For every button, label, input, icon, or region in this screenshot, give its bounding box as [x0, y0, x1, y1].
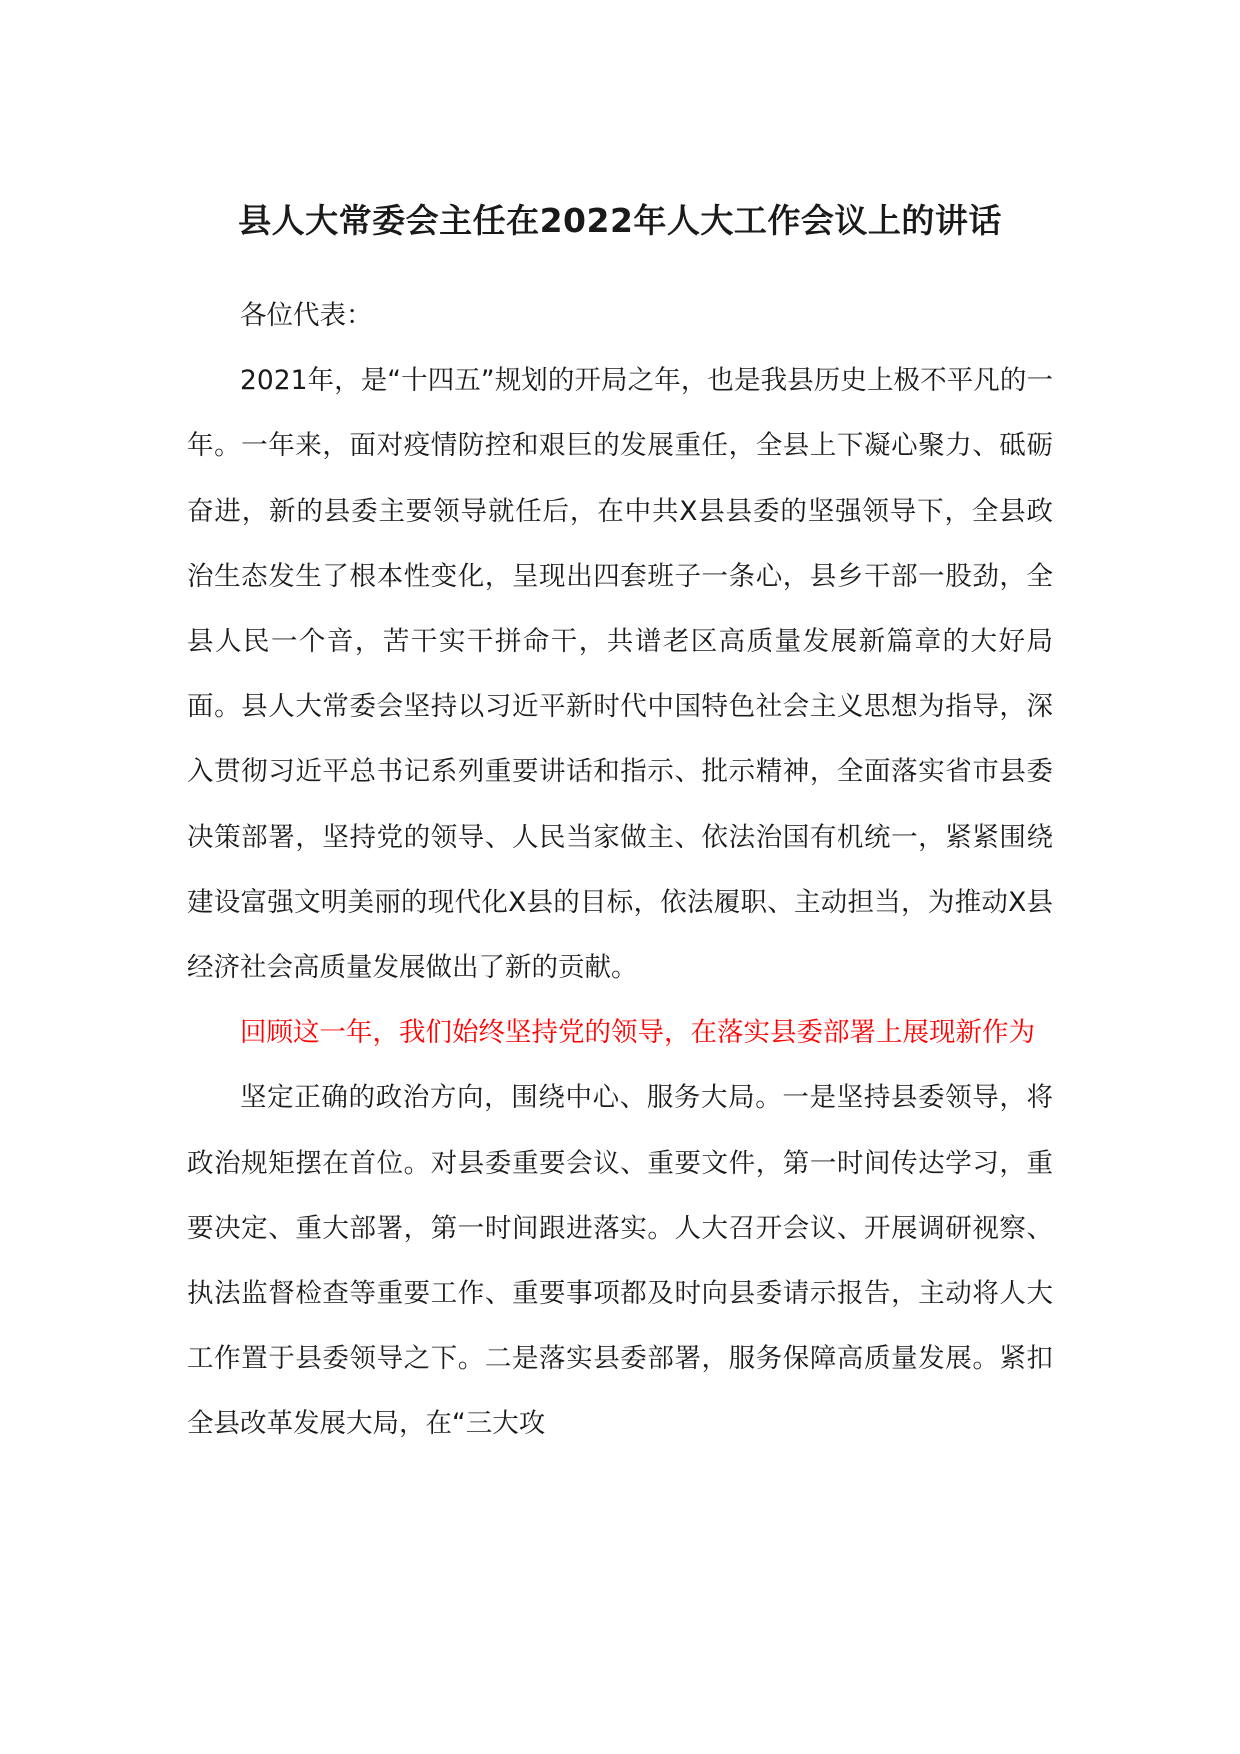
- document-title: 县人大常委会主任在2022年人大工作会议上的讲话: [238, 201, 1002, 240]
- body-paragraph: 坚定正确的政治方向，围绕中心、服务大局。一是坚持县委领导，将政治规矩摆在首位。对县委重要会议、重要文件，第一时间传达学习，重要决定、重大部署，第一时间跟进落实。人大召开会议、开展调研视察、执法监督检查等重要工作、重要事项都及时向县委请示报告，主动将人大工作置于县委领导之下。二是落实县委部署，服务保障高质量发展。紧扣全县改革发展大局，在“三大攻: [187, 1082, 1053, 1440]
- document-body: [187, 283, 1053, 1457]
- section-heading: 回顾这一年，我们始终坚持党的领导，在落实县委部署上展现新作为: [240, 1017, 1035, 1049]
- intro-paragraph: 2021年，是“十四五”规划的开局之年，也是我县历史上极不平凡的一年。一年来，面对疫情防控和艰巨的发展重任，全县上下凝心聚力、砥砺奋进，新的县委主要领导就任后，在中共X县县委的坚强领导下，全县政治生态发生了根本性变化，呈现出四套班子一条心，县乡干部一股劲，全县人民一个音，苦干实干拼命干，共谱老区高质量发展新篇章的大好局面。县人大常委会坚持以习近平新时代中国特色社会主义思想为指导，深入贯彻习近平总书记系列重要讲话和指示、批示精神，全面落实省市县委决策部署，坚持党的领导、人民当家做主、依法治国有机统一，紧紧围绕建设富强文明美丽的现代化X县的目标，依法履职、主动担当，为推动X县经济社会高质量发展做出了新的贡献。: [187, 365, 1053, 984]
- salutation-paragraph: 各位代表：: [240, 300, 373, 331]
